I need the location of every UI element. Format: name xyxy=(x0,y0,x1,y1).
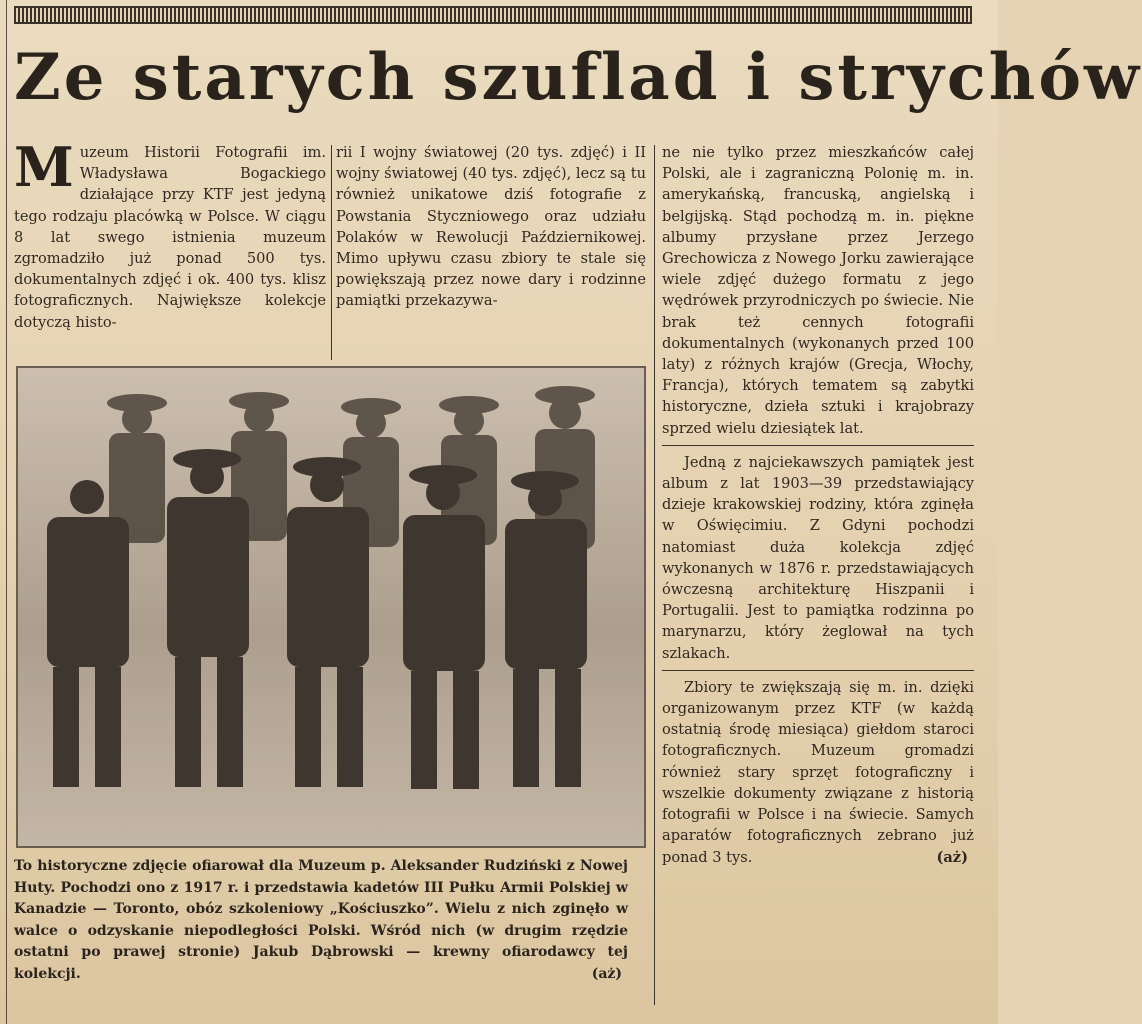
paragraph-divider xyxy=(662,445,974,446)
article-text: rii I wojny światowej (20 tys. zdjęć) i II wojny światowej (40 tys. zdjęć), lecz są tu również unikatowe dziś fotografie z Powstania Styczniowego oraz udziału Polaków w Rewolucji Październikowej. Mimo upływu czasu zbiory te stale się powiększają przez nowe dary i rodzinne pamiątki przekazywa- xyxy=(336,144,646,310)
decorative-top-rule xyxy=(14,6,972,24)
photo-image xyxy=(17,367,645,847)
author-signature: (aż) xyxy=(936,848,968,866)
article-paragraph-1: ne nie tylko przez mieszkańców całej Polski, ale i zagraniczną Polonię m. in. amerykańską, francuską, angielską i belgijską. Stąd pochodzą m. in. piękne albumy przysłane przez Jerzego Grechowicza z Nowego Jorku zawierające wiele zdjęć dużego formatu z jego wędrówek przyrodniczych po świecie. Nie brak też cennych fotografii dokumentalnych (wykonanych przed 100 laty) z różnych krajów (Grecja, Włochy, Francja), których tematem są zabytki historyczne, dzieła sztuki i krajobrazy sprzed wielu dziesiątek lat. xyxy=(662,144,974,437)
article-headline: Ze starych szuflad i strychów xyxy=(14,40,1142,115)
article-column-3 xyxy=(662,142,974,868)
paragraph-divider xyxy=(662,670,974,671)
column-divider xyxy=(654,145,655,1005)
article-column-1 xyxy=(14,135,326,333)
drop-cap: M xyxy=(14,135,74,199)
article-paragraph-3 xyxy=(662,677,974,868)
column-divider xyxy=(331,145,332,360)
photo-caption xyxy=(14,856,628,985)
article-column-2 xyxy=(336,142,646,312)
article-paragraph-2: Jedną z najciekawszych pamiątek jest album z lat 1903—39 przedstawiający dzieje krakowskiej rodziny, która zginęła w Oświęcimiu. Z Gdyni pochodzi natomiast duża kolekcja zdjęć wykonanych w 1876 r. przedstawiających ówczesną architekturę Hiszpanii i Portugalii. Jest to pamiątka rodzinna po marynarzu, który żeglował na tych szlakach. xyxy=(662,453,974,662)
article-text: Zbiory te zwiększają się m. in. dzięki organizowanym przez KTF (w każdą ostatnią środę miesiąca) giełdom staroci fotograficznych. Muzeum gromadzi również stary sprzęt fotograficzny i wszelkie dokumenty związane z historią fotografii w Polsce i na świecie. Samych aparatów fotograficznych zebrano już ponad 3 tys. xyxy=(662,678,974,866)
article-text: uzeum Historii Fotografii im. Władysława Bogackiego działające przy KTF jest jedyną tego rodzaju placówką w Polsce. W ciągu 8 lat swego istnienia muzeum zgromadziło już ponad 500 tys. dokumentalnych zdjęć i ok. 400 tys. klisz fotograficznych. Największe kolekcje dotyczą histo- xyxy=(14,144,326,331)
historical-group-photo xyxy=(16,366,646,848)
caption-signature: (aż) xyxy=(591,965,622,982)
caption-text: To historyczne zdjęcie ofiarował dla Muzeum p. Aleksander Rudziński z Nowej Huty. Pochodzi ono z 1917 r. i przedstawia kadetów III Pułku Armii Polskiej w Kanadzie — Toronto, obóz szkoleniowy „Kościuszko”. Wielu z nich zginęło w walce o odzyskanie niepodległości Polski. Wśród nich (w drugim rzędzie ostatni po prawej stronie) Jakub Dąbrowski — krewny ofiarodawcy tej kolekcji. xyxy=(14,858,628,982)
page-edge-rule xyxy=(6,0,7,1024)
